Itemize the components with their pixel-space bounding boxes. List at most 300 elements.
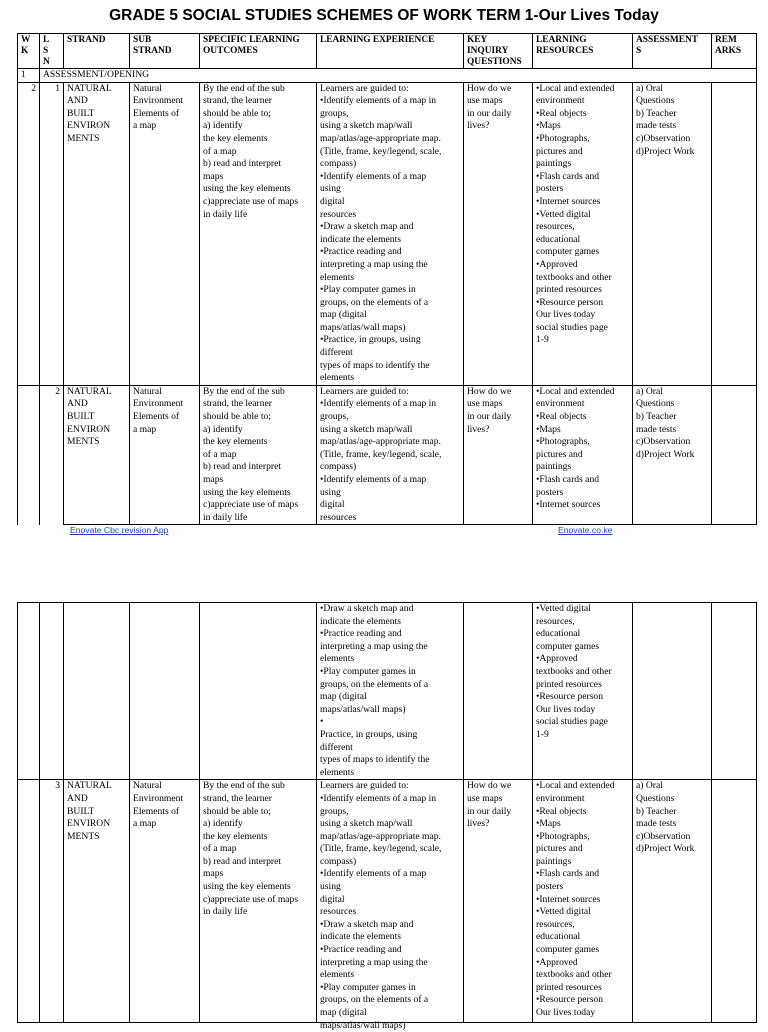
cell-line: •Practice, in groups, using bbox=[320, 334, 421, 346]
cell-line: Environment bbox=[133, 398, 184, 410]
cell-line: interpreting a map using the bbox=[320, 956, 428, 968]
cell-line: lives? bbox=[467, 818, 490, 830]
cell-line: textbooks and other bbox=[536, 665, 612, 677]
cell-line: a map bbox=[133, 423, 157, 435]
cell-line: •Identify elements of a map bbox=[320, 474, 427, 485]
table-row bbox=[18, 82, 757, 385]
cell-line: How do we bbox=[467, 780, 512, 792]
cell-line: ENVIRON bbox=[67, 423, 111, 435]
cell-line: Questions bbox=[636, 95, 675, 107]
cell-line: elements bbox=[320, 766, 355, 778]
outcomes-cell bbox=[200, 82, 317, 385]
cell-line: •Real objects bbox=[536, 107, 587, 119]
header-lesson bbox=[40, 34, 64, 69]
week-cell bbox=[18, 385, 40, 525]
cell-line: map/atlas/age-appropriate map. bbox=[320, 830, 441, 842]
sub-strand-cell bbox=[130, 780, 200, 1023]
inquiry-cell bbox=[464, 603, 533, 780]
cell-line: using bbox=[320, 183, 341, 195]
cell-line: strand, the learner bbox=[203, 398, 272, 410]
cell-line: a) identify bbox=[203, 818, 243, 830]
opening-week: 1 bbox=[18, 69, 40, 83]
cell-line: elements bbox=[320, 271, 355, 283]
cell-line: •Practice reading and bbox=[320, 944, 402, 956]
cell-line: NATURAL bbox=[67, 780, 112, 792]
cell-line: •Approved bbox=[536, 653, 578, 665]
cell-line: •Draw a sketch map and bbox=[320, 918, 414, 930]
assessment-cell bbox=[633, 82, 712, 385]
cell-line: L bbox=[43, 35, 50, 45]
cell-line: •Vetted digital bbox=[536, 906, 591, 918]
cell-line: pictures and bbox=[536, 448, 583, 460]
cell-line: maps/atlas/wall maps) bbox=[320, 321, 406, 333]
cell-line: How do we bbox=[467, 82, 512, 94]
resources-cell bbox=[533, 82, 633, 385]
cell-line: Our lives today bbox=[536, 309, 596, 321]
cell-line: Practice, in groups, using bbox=[320, 728, 418, 740]
cell-line: How do we bbox=[467, 385, 512, 397]
cell-line: paintings bbox=[536, 855, 572, 867]
assessment-cell bbox=[633, 780, 712, 1023]
cell-line: Elements of bbox=[133, 805, 180, 817]
strand-cell bbox=[64, 82, 130, 385]
cell-line: in daily life bbox=[203, 511, 248, 523]
cell-line: Questions bbox=[636, 398, 675, 410]
cell-line: map/atlas/age-appropriate map. bbox=[320, 132, 441, 144]
cell-line: •Resource person bbox=[536, 994, 604, 1006]
assessment-cell bbox=[633, 603, 712, 780]
cell-line: MENTS bbox=[67, 132, 100, 144]
cell-line: Environment bbox=[133, 792, 184, 804]
cell-line: •Real objects bbox=[536, 805, 587, 817]
experience-cell bbox=[317, 82, 464, 385]
header-week bbox=[18, 34, 40, 69]
cell-line: Our lives today bbox=[536, 703, 596, 715]
cell-line: using a sketch map/wall bbox=[320, 423, 413, 435]
cell-line: SUB bbox=[133, 35, 152, 45]
cell-line: use maps bbox=[467, 398, 503, 410]
cell-line: using bbox=[320, 881, 341, 893]
cell-line: •Identify elements of a map bbox=[320, 170, 427, 182]
cell-line: the key elements bbox=[203, 830, 268, 842]
cell-line: a) identify bbox=[203, 423, 243, 435]
cell-line: should be able to; bbox=[203, 107, 271, 119]
cell-line: maps/atlas/wall maps) bbox=[320, 1019, 406, 1031]
cell-line: in daily life bbox=[203, 208, 248, 220]
cell-line: NATURAL bbox=[67, 82, 112, 94]
resources-cell bbox=[533, 385, 633, 525]
cell-line: map (digital bbox=[320, 1007, 367, 1018]
scheme-table bbox=[17, 33, 757, 525]
cell-line: NATURAL bbox=[67, 385, 112, 397]
cell-line: AND bbox=[67, 95, 88, 107]
cell-line: •Photographs, bbox=[536, 830, 590, 842]
cell-line: compass) bbox=[320, 461, 357, 473]
cell-line: Learners are guided to: bbox=[320, 385, 409, 397]
cell-line: groups, on the elements of a bbox=[320, 678, 429, 690]
opening-row bbox=[18, 69, 757, 83]
cell-line: •Internet sources bbox=[536, 499, 601, 511]
cell-line: a map bbox=[133, 120, 157, 132]
outcomes-cell bbox=[200, 385, 317, 525]
outcomes-cell bbox=[200, 603, 317, 780]
strand-cell bbox=[64, 385, 130, 525]
cell-line: educational bbox=[536, 931, 581, 943]
cell-line: c)appreciate use of maps bbox=[203, 195, 299, 207]
header-resources bbox=[533, 34, 633, 69]
experience-cell bbox=[317, 780, 464, 1031]
experience-cell bbox=[317, 385, 464, 525]
cell-line: (Title, frame, key/legend, scale, bbox=[320, 448, 442, 460]
cell-line: •Real objects bbox=[536, 411, 587, 423]
cell-line: •Draw a sketch map and bbox=[320, 603, 414, 614]
table-row bbox=[18, 780, 757, 1023]
cell-line: lives? bbox=[467, 423, 490, 435]
cell-line: maps bbox=[203, 170, 224, 182]
cell-line: interpreting a map using the bbox=[320, 258, 428, 270]
cell-line: By the end of the sub bbox=[203, 82, 285, 94]
inquiry-cell bbox=[464, 385, 533, 525]
cell-line: different bbox=[320, 347, 353, 359]
cell-line: posters bbox=[536, 486, 564, 498]
cell-line: compass) bbox=[320, 158, 357, 170]
cell-line: pictures and bbox=[536, 145, 583, 157]
footer-site-link[interactable]: Enovate.co.ke bbox=[558, 525, 613, 535]
cell-line: resources, bbox=[536, 221, 575, 233]
remarks-cell bbox=[712, 385, 757, 525]
cell-line: By the end of the sub bbox=[203, 780, 285, 792]
cell-line: K bbox=[21, 46, 29, 56]
cell-line: environment bbox=[536, 398, 585, 410]
cell-line: posters bbox=[536, 881, 564, 893]
cell-line: map/atlas/age-appropriate map. bbox=[320, 436, 441, 448]
cell-line: in our daily bbox=[467, 805, 512, 817]
cell-line: Natural bbox=[133, 82, 162, 94]
week-cell bbox=[18, 603, 40, 780]
cell-line: •Play computer games in bbox=[320, 665, 416, 677]
cell-line: b) read and interpret bbox=[203, 461, 282, 473]
cell-line: of a map bbox=[203, 843, 237, 855]
cell-line: types of maps to identify the bbox=[320, 754, 430, 766]
cell-line: posters bbox=[536, 183, 564, 195]
cell-line: c)Observation bbox=[636, 436, 691, 448]
cell-line: QUESTIONS bbox=[467, 57, 522, 67]
cell-line: the key elements bbox=[203, 436, 268, 448]
cell-line: textbooks and other bbox=[536, 271, 612, 283]
cell-line: d)Project Work bbox=[636, 843, 695, 855]
cell-line: •Practice reading and bbox=[320, 246, 402, 258]
cell-line: digital bbox=[320, 499, 345, 511]
cell-line: a) identify bbox=[203, 120, 243, 132]
continuation-row bbox=[18, 603, 757, 780]
cell-line: RESOURCES bbox=[536, 46, 594, 56]
experience-clip bbox=[320, 780, 460, 1031]
cell-line: a) Oral bbox=[636, 780, 663, 792]
cell-line: b) read and interpret bbox=[203, 855, 282, 867]
cell-line: using the key elements bbox=[203, 183, 291, 195]
cell-line: 1-9 bbox=[536, 728, 549, 740]
cell-line: digital bbox=[320, 893, 345, 905]
cell-line: computer games bbox=[536, 246, 600, 258]
cell-line: •Vetted digital bbox=[536, 603, 591, 614]
cell-line: resources bbox=[320, 208, 357, 220]
cell-line: should be able to; bbox=[203, 411, 271, 423]
week-cell: 2 bbox=[18, 82, 40, 385]
cell-line: •Local and extended bbox=[536, 82, 615, 94]
lesson-cell bbox=[40, 603, 64, 780]
cell-line: Learners are guided to: bbox=[320, 780, 409, 792]
cell-line: educational bbox=[536, 233, 581, 245]
cell-line: b) Teacher bbox=[636, 805, 677, 817]
cell-line: using bbox=[320, 486, 341, 498]
cell-line: resources bbox=[320, 511, 357, 523]
cell-line: in daily life bbox=[203, 906, 248, 918]
cell-line: using a sketch map/wall bbox=[320, 818, 413, 830]
cell-line: •Resource person bbox=[536, 691, 604, 703]
cell-line: AND bbox=[67, 792, 88, 804]
scheme-table-continued bbox=[17, 602, 757, 1031]
resources-clip bbox=[536, 780, 629, 1022]
cell-line: By the end of the sub bbox=[203, 385, 285, 397]
cell-line: interpreting a map using the bbox=[320, 640, 428, 652]
cell-line: •Flash cards and bbox=[536, 868, 600, 880]
cell-line: KEY bbox=[467, 35, 488, 45]
cell-line: ENVIRON bbox=[67, 120, 111, 132]
cell-line: •Local and extended bbox=[536, 780, 615, 792]
cell-line: b) Teacher bbox=[636, 411, 677, 423]
cell-line: d)Project Work bbox=[636, 448, 695, 460]
cell-line: •Approved bbox=[536, 258, 578, 270]
cell-line: textbooks and other bbox=[536, 969, 612, 981]
cell-line: •Play computer games in bbox=[320, 981, 416, 993]
cell-line: of a map bbox=[203, 145, 237, 157]
cell-line: •Flash cards and bbox=[536, 170, 600, 182]
inquiry-cell bbox=[464, 82, 533, 385]
cell-line: S bbox=[43, 46, 49, 56]
cell-line: STRAND bbox=[133, 46, 172, 56]
strand-cell bbox=[64, 780, 130, 1023]
cell-line: indicate the elements bbox=[320, 615, 401, 627]
lesson-cell: 3 bbox=[40, 780, 64, 1023]
cell-line: c)Observation bbox=[636, 830, 691, 842]
cell-line: strand, the learner bbox=[203, 792, 272, 804]
strand-cell bbox=[64, 603, 130, 780]
cell-line: Environment bbox=[133, 95, 184, 107]
header-assessment bbox=[633, 34, 712, 69]
cell-line: •Vetted digital bbox=[536, 208, 591, 220]
lesson-cell: 1 bbox=[40, 82, 64, 385]
cell-line: in our daily bbox=[467, 411, 512, 423]
header-remarks bbox=[712, 34, 757, 69]
cell-line: •Draw a sketch map and bbox=[320, 221, 414, 233]
cell-line: elements bbox=[320, 969, 355, 981]
cell-line: compass) bbox=[320, 855, 357, 867]
cell-line: maps bbox=[203, 474, 224, 485]
cell-line: ASSESSMENT bbox=[636, 35, 699, 45]
resources-cell bbox=[533, 780, 633, 1023]
cell-line: (Title, frame, key/legend, scale, bbox=[320, 145, 442, 157]
cell-line: groups, bbox=[320, 107, 349, 119]
cell-line: indicate the elements bbox=[320, 931, 401, 943]
cell-line: Natural bbox=[133, 385, 162, 397]
cell-line: •Approved bbox=[536, 956, 578, 968]
cell-line: map (digital bbox=[320, 691, 367, 703]
cell-line: OUTCOMES bbox=[203, 46, 258, 56]
cell-line: indicate the elements bbox=[320, 233, 401, 245]
cell-line: Questions bbox=[636, 792, 675, 804]
cell-line: types of maps to identify the bbox=[320, 359, 430, 371]
sub-strand-cell bbox=[130, 603, 200, 780]
cell-line: paintings bbox=[536, 461, 572, 473]
cell-line: ENVIRON bbox=[67, 818, 111, 830]
header-inquiry bbox=[464, 34, 533, 69]
lesson-cell: 2 bbox=[40, 385, 64, 525]
cell-line: computer games bbox=[536, 640, 600, 652]
cell-line: BUILT bbox=[67, 411, 95, 423]
cell-line: pictures and bbox=[536, 843, 583, 855]
cell-line: c)Observation bbox=[636, 132, 691, 144]
cell-line: digital bbox=[320, 195, 345, 207]
cell-line: educational bbox=[536, 628, 581, 640]
footer-app-link[interactable]: Enovate Cbc revision App bbox=[70, 525, 169, 535]
cell-line: •Resource person bbox=[536, 296, 604, 308]
cell-line: computer games bbox=[536, 944, 600, 956]
cell-line: printed resources bbox=[536, 678, 602, 690]
cell-line: environment bbox=[536, 792, 585, 804]
cell-line: made tests bbox=[636, 423, 677, 435]
cell-line: social studies page bbox=[536, 321, 608, 333]
header-outcomes bbox=[200, 34, 317, 69]
cell-line: BUILT bbox=[67, 107, 95, 119]
cell-line: printed resources bbox=[536, 284, 602, 296]
cell-line: •Internet sources bbox=[536, 893, 601, 905]
cell-line: N bbox=[43, 57, 50, 67]
cell-line: BUILT bbox=[67, 805, 95, 817]
cell-line: maps bbox=[203, 868, 224, 880]
cell-line: Learners are guided to: bbox=[320, 82, 409, 94]
cell-line: •Maps bbox=[536, 120, 561, 132]
cell-line: use maps bbox=[467, 95, 503, 107]
cell-line: LEARNING bbox=[536, 35, 587, 45]
cell-line: Elements of bbox=[133, 107, 180, 119]
cell-line: SPECIFIC LEARNING bbox=[203, 35, 300, 45]
header-sub-strand bbox=[130, 34, 200, 69]
cell-line: the key elements bbox=[203, 132, 268, 144]
cell-line: resources, bbox=[536, 918, 575, 930]
cell-line: •Identify elements of a map in bbox=[320, 398, 437, 410]
cell-line: resources bbox=[320, 906, 357, 918]
cell-line: •Local and extended bbox=[536, 385, 615, 397]
experience-cell bbox=[317, 603, 464, 780]
cell-line: •Identify elements of a map bbox=[320, 868, 427, 880]
cell-line: environment bbox=[536, 95, 585, 107]
cell-line: made tests bbox=[636, 120, 677, 132]
cell-line: resources, bbox=[536, 615, 575, 627]
cell-line: groups, bbox=[320, 411, 349, 423]
sub-strand-cell bbox=[130, 82, 200, 385]
assessment-cell bbox=[633, 385, 712, 525]
outcomes-cell bbox=[200, 780, 317, 1023]
cell-line: 1-9 bbox=[536, 334, 549, 346]
cell-line: b) read and interpret bbox=[203, 158, 282, 170]
cell-line: c)appreciate use of maps bbox=[203, 893, 299, 905]
cell-line: •Identify elements of a map in bbox=[320, 95, 437, 107]
cell-line: map (digital bbox=[320, 309, 367, 321]
cell-line: different bbox=[320, 741, 353, 753]
cell-line: •Practice reading and bbox=[320, 628, 402, 640]
document-title: GRADE 5 SOCIAL STUDIES SCHEMES OF WORK TERM 1-Our Lives Today bbox=[109, 7, 659, 24]
cell-line: using the key elements bbox=[203, 881, 291, 893]
inquiry-cell bbox=[464, 780, 533, 1023]
cell-line: W bbox=[21, 35, 31, 45]
cell-line: lives? bbox=[467, 120, 490, 132]
week-cell bbox=[18, 780, 40, 1023]
cell-line: a map bbox=[133, 818, 157, 830]
cell-line: groups, on the elements of a bbox=[320, 296, 429, 308]
remarks-cell bbox=[712, 780, 757, 1023]
cell-line: strand, the learner bbox=[203, 95, 272, 107]
cell-line: in our daily bbox=[467, 107, 512, 119]
resources-cell bbox=[533, 603, 633, 780]
cell-line: elements bbox=[320, 372, 355, 384]
cell-line: •Internet sources bbox=[536, 195, 601, 207]
cell-line: Natural bbox=[133, 780, 162, 792]
cell-line: d)Project Work bbox=[636, 145, 695, 157]
cell-line: of a map bbox=[203, 448, 237, 460]
cell-line: •Maps bbox=[536, 818, 561, 830]
cell-line: use maps bbox=[467, 792, 503, 804]
cell-line: AND bbox=[67, 398, 88, 410]
cell-line: REM bbox=[715, 35, 737, 45]
cell-line: ARKS bbox=[715, 46, 742, 56]
header-experience: LEARNING EXPERIENCE bbox=[317, 34, 464, 69]
cell-line: S bbox=[636, 46, 642, 56]
cell-line: •Photographs, bbox=[536, 436, 590, 448]
cell-line: MENTS bbox=[67, 436, 100, 448]
cell-line: maps/atlas/wall maps) bbox=[320, 703, 406, 715]
remarks-cell bbox=[712, 82, 757, 385]
cell-line: using a sketch map/wall bbox=[320, 120, 413, 132]
header-row bbox=[18, 34, 757, 69]
cell-line: •Maps bbox=[536, 423, 561, 435]
cell-line: social studies page bbox=[536, 716, 608, 728]
header-strand: STRAND bbox=[64, 34, 130, 69]
table-row bbox=[18, 385, 757, 525]
cell-line: Our lives today bbox=[536, 1007, 596, 1018]
cell-line: •Play computer games in bbox=[320, 284, 416, 296]
cell-line: c)appreciate use of maps bbox=[203, 499, 299, 511]
cell-line: a) Oral bbox=[636, 82, 663, 94]
cell-line: b) Teacher bbox=[636, 107, 677, 119]
cell-line: a) Oral bbox=[636, 385, 663, 397]
cell-line: made tests bbox=[636, 818, 677, 830]
cell-line: • bbox=[320, 716, 324, 728]
remarks-cell bbox=[712, 603, 757, 780]
cell-line: paintings bbox=[536, 158, 572, 170]
cell-line: MENTS bbox=[67, 830, 100, 842]
cell-line: Elements of bbox=[133, 411, 180, 423]
cell-line: printed resources bbox=[536, 981, 602, 993]
cell-line: should be able to; bbox=[203, 805, 271, 817]
cell-line: groups, bbox=[320, 805, 349, 817]
cell-line: (Title, frame, key/legend, scale, bbox=[320, 843, 442, 855]
opening-text: ASSESSMENT/OPENING bbox=[40, 69, 757, 83]
cell-line: groups, on the elements of a bbox=[320, 994, 429, 1006]
sub-strand-cell bbox=[130, 385, 200, 525]
cell-line: •Photographs, bbox=[536, 132, 590, 144]
cell-line: elements bbox=[320, 653, 355, 665]
cell-line: using the key elements bbox=[203, 486, 291, 498]
